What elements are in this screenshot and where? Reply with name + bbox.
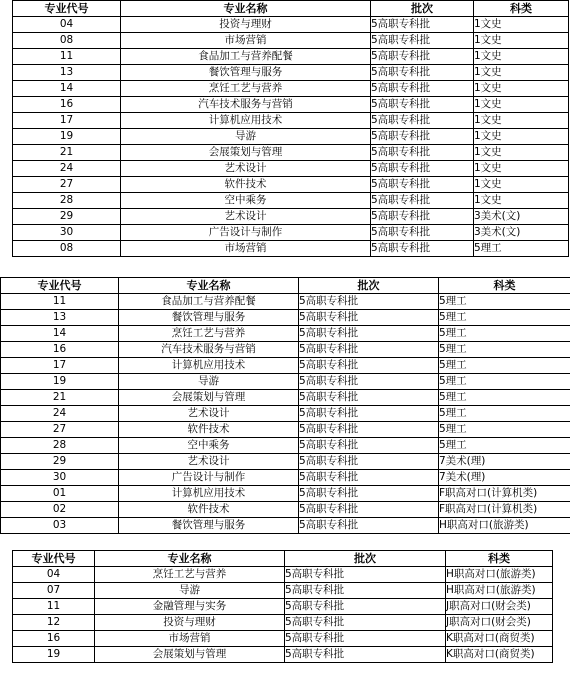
cell-code: 04: [13, 17, 121, 33]
cell-name: 导游: [95, 583, 285, 599]
cell-name: 会展策划与管理: [121, 145, 371, 161]
cell-code: 16: [13, 631, 95, 647]
cell-name: 食品加工与营养配餐: [121, 49, 371, 65]
cell-name: 市场营销: [121, 33, 371, 49]
cell-code: 30: [1, 470, 119, 486]
cell-type: J职高对口(财会类): [446, 615, 553, 631]
table-row: [13, 161, 569, 177]
table-row: [1, 518, 570, 534]
cell-type: 1文史: [474, 49, 569, 65]
table-row: [1, 390, 570, 406]
cell-name: 计算机应用技术: [121, 113, 371, 129]
table-row: [1, 486, 570, 502]
cell-code: 08: [13, 33, 121, 49]
cell-batch: 5高职专科批: [299, 422, 439, 438]
table-row: [13, 599, 553, 615]
cell-code: 28: [1, 438, 119, 454]
cell-code: 13: [13, 65, 121, 81]
cell-name: 艺术设计: [121, 161, 371, 177]
cell-code: 04: [13, 567, 95, 583]
cell-batch: 5高职专科批: [285, 567, 446, 583]
cell-batch: 5高职专科批: [371, 161, 474, 177]
header-code: 专业代号: [13, 1, 121, 17]
cell-batch: 5高职专科批: [371, 225, 474, 241]
cell-code: 21: [1, 390, 119, 406]
cell-batch: 5高职专科批: [371, 145, 474, 161]
cell-batch: 5高职专科批: [371, 241, 474, 257]
major-table-3: [12, 550, 553, 663]
cell-name: 餐饮管理与服务: [121, 65, 371, 81]
cell-code: 29: [1, 454, 119, 470]
cell-code: 19: [1, 374, 119, 390]
cell-batch: 5高职专科批: [299, 470, 439, 486]
cell-name: 金融管理与实务: [95, 599, 285, 615]
table-row: [13, 647, 553, 663]
cell-code: 11: [13, 599, 95, 615]
header-type: 科类: [446, 551, 553, 567]
table-1-body: [13, 17, 569, 257]
cell-type: 5理工: [439, 294, 570, 310]
cell-type: F职高对口(计算机类): [439, 502, 570, 518]
cell-name: 软件技术: [121, 177, 371, 193]
cell-batch: 5高职专科批: [299, 486, 439, 502]
cell-type: 1文史: [474, 81, 569, 97]
table-row: [13, 145, 569, 161]
cell-name: 烹饪工艺与营养: [95, 567, 285, 583]
table-row: [13, 177, 569, 193]
major-table-1: [12, 0, 569, 257]
table-row: [13, 17, 569, 33]
cell-batch: 5高职专科批: [285, 631, 446, 647]
major-table-2: [0, 277, 570, 534]
cell-name: 汽车技术服务与营销: [121, 97, 371, 113]
header-code: 专业代号: [13, 551, 95, 567]
cell-code: 24: [1, 406, 119, 422]
cell-code: 03: [1, 518, 119, 534]
cell-code: 27: [1, 422, 119, 438]
header-name: 专业名称: [121, 1, 371, 17]
table-row: [13, 129, 569, 145]
cell-name: 广告设计与制作: [119, 470, 299, 486]
cell-code: 02: [1, 502, 119, 518]
cell-batch: 5高职专科批: [371, 49, 474, 65]
cell-name: 汽车技术服务与营销: [119, 342, 299, 358]
cell-type: 7美术(理): [439, 454, 570, 470]
header-name: 专业名称: [95, 551, 285, 567]
table-row: [13, 615, 553, 631]
cell-batch: 5高职专科批: [299, 390, 439, 406]
cell-type: 1文史: [474, 193, 569, 209]
cell-code: 14: [13, 81, 121, 97]
table-row: [13, 241, 569, 257]
header-type: 科类: [439, 278, 570, 294]
cell-type: 5理工: [439, 422, 570, 438]
cell-type: K职高对口(商贸类): [446, 647, 553, 663]
cell-name: 食品加工与营养配餐: [119, 294, 299, 310]
cell-type: H职高对口(旅游类): [446, 567, 553, 583]
cell-batch: 5高职专科批: [371, 113, 474, 129]
cell-name: 导游: [119, 374, 299, 390]
table-row: [13, 631, 553, 647]
cell-code: 16: [1, 342, 119, 358]
table-row: [13, 81, 569, 97]
cell-code: 28: [13, 193, 121, 209]
table-row: [1, 454, 570, 470]
cell-code: 29: [13, 209, 121, 225]
table-row: [1, 342, 570, 358]
cell-name: 市场营销: [121, 241, 371, 257]
cell-name: 空中乘务: [121, 193, 371, 209]
cell-batch: 5高职专科批: [299, 358, 439, 374]
cell-type: 5理工: [439, 406, 570, 422]
table-row: [1, 406, 570, 422]
table-row: [13, 583, 553, 599]
cell-batch: 5高职专科批: [299, 518, 439, 534]
cell-type: F职高对口(计算机类): [439, 486, 570, 502]
table-row: [1, 294, 570, 310]
cell-code: 13: [1, 310, 119, 326]
cell-name: 投资与理财: [121, 17, 371, 33]
cell-type: 5理工: [439, 358, 570, 374]
cell-batch: 5高职专科批: [371, 33, 474, 49]
header-row: [13, 551, 553, 567]
cell-type: 1文史: [474, 97, 569, 113]
cell-type: H职高对口(旅游类): [446, 583, 553, 599]
cell-name: 烹饪工艺与营养: [119, 326, 299, 342]
cell-code: 11: [13, 49, 121, 65]
table-row: [13, 49, 569, 65]
cell-type: 1文史: [474, 145, 569, 161]
cell-type: 1文史: [474, 161, 569, 177]
table-row: [1, 326, 570, 342]
cell-batch: 5高职专科批: [371, 177, 474, 193]
cell-batch: 5高职专科批: [299, 502, 439, 518]
header-name: 专业名称: [119, 278, 299, 294]
table-row: [13, 33, 569, 49]
cell-name: 艺术设计: [119, 406, 299, 422]
cell-type: 5理工: [439, 342, 570, 358]
cell-name: 艺术设计: [121, 209, 371, 225]
cell-batch: 5高职专科批: [371, 97, 474, 113]
cell-type: 1文史: [474, 113, 569, 129]
header-batch: 批次: [299, 278, 439, 294]
table-row: [1, 374, 570, 390]
cell-batch: 5高职专科批: [371, 209, 474, 225]
cell-code: 19: [13, 129, 121, 145]
cell-name: 软件技术: [119, 502, 299, 518]
cell-name: 会展策划与管理: [95, 647, 285, 663]
table-2-body: [1, 294, 570, 534]
cell-batch: 5高职专科批: [299, 294, 439, 310]
cell-code: 11: [1, 294, 119, 310]
header-code: 专业代号: [1, 278, 119, 294]
cell-type: 3美术(文): [474, 225, 569, 241]
cell-batch: 5高职专科批: [371, 17, 474, 33]
cell-name: 烹饪工艺与营养: [121, 81, 371, 97]
table-row: [13, 225, 569, 241]
cell-code: 01: [1, 486, 119, 502]
cell-batch: 5高职专科批: [371, 193, 474, 209]
cell-batch: 5高职专科批: [299, 326, 439, 342]
cell-type: 1文史: [474, 65, 569, 81]
cell-name: 餐饮管理与服务: [119, 518, 299, 534]
cell-type: H职高对口(旅游类): [439, 518, 570, 534]
cell-type: 1文史: [474, 33, 569, 49]
header-batch: 批次: [371, 1, 474, 17]
cell-type: J职高对口(财会类): [446, 599, 553, 615]
cell-batch: 5高职专科批: [299, 406, 439, 422]
cell-batch: 5高职专科批: [285, 583, 446, 599]
cell-name: 投资与理财: [95, 615, 285, 631]
cell-type: 5理工: [439, 374, 570, 390]
cell-name: 会展策划与管理: [119, 390, 299, 406]
cell-code: 24: [13, 161, 121, 177]
cell-name: 导游: [121, 129, 371, 145]
cell-batch: 5高职专科批: [285, 599, 446, 615]
cell-type: 5理工: [439, 310, 570, 326]
table-row: [13, 193, 569, 209]
cell-name: 软件技术: [119, 422, 299, 438]
header-type: 科类: [474, 1, 569, 17]
cell-type: K职高对口(商贸类): [446, 631, 553, 647]
cell-code: 27: [13, 177, 121, 193]
cell-type: 1文史: [474, 129, 569, 145]
cell-code: 14: [1, 326, 119, 342]
cell-batch: 5高职专科批: [299, 438, 439, 454]
cell-batch: 5高职专科批: [299, 342, 439, 358]
table-row: [13, 97, 569, 113]
cell-name: 广告设计与制作: [121, 225, 371, 241]
cell-name: 市场营销: [95, 631, 285, 647]
cell-batch: 5高职专科批: [299, 310, 439, 326]
header-row: [1, 278, 570, 294]
cell-name: 计算机应用技术: [119, 358, 299, 374]
table-row: [1, 438, 570, 454]
cell-type: 1文史: [474, 17, 569, 33]
cell-type: 7美术(理): [439, 470, 570, 486]
table-row: [13, 209, 569, 225]
cell-batch: 5高职专科批: [299, 374, 439, 390]
table-row: [13, 567, 553, 583]
cell-name: 艺术设计: [119, 454, 299, 470]
cell-batch: 5高职专科批: [371, 65, 474, 81]
table-row: [13, 65, 569, 81]
header-batch: 批次: [285, 551, 446, 567]
cell-type: 5理工: [439, 326, 570, 342]
cell-name: 计算机应用技术: [119, 486, 299, 502]
table-row: [1, 502, 570, 518]
cell-code: 07: [13, 583, 95, 599]
cell-type: 3美术(文): [474, 209, 569, 225]
header-row: [13, 1, 569, 17]
cell-type: 1文史: [474, 177, 569, 193]
table-row: [1, 422, 570, 438]
cell-type: 5理工: [439, 390, 570, 406]
cell-batch: 5高职专科批: [285, 615, 446, 631]
cell-code: 12: [13, 615, 95, 631]
cell-code: 21: [13, 145, 121, 161]
cell-name: 空中乘务: [119, 438, 299, 454]
table-row: [13, 113, 569, 129]
table-row: [1, 310, 570, 326]
cell-name: 餐饮管理与服务: [119, 310, 299, 326]
cell-code: 16: [13, 97, 121, 113]
cell-batch: 5高职专科批: [299, 454, 439, 470]
cell-code: 17: [13, 113, 121, 129]
cell-type: 5理工: [439, 438, 570, 454]
cell-batch: 5高职专科批: [371, 81, 474, 97]
cell-code: 19: [13, 647, 95, 663]
table-row: [1, 470, 570, 486]
cell-type: 5理工: [474, 241, 569, 257]
table-3-body: [13, 567, 553, 663]
table-row: [1, 358, 570, 374]
cell-code: 17: [1, 358, 119, 374]
cell-code: 30: [13, 225, 121, 241]
cell-batch: 5高职专科批: [285, 647, 446, 663]
cell-batch: 5高职专科批: [371, 129, 474, 145]
cell-code: 08: [13, 241, 121, 257]
